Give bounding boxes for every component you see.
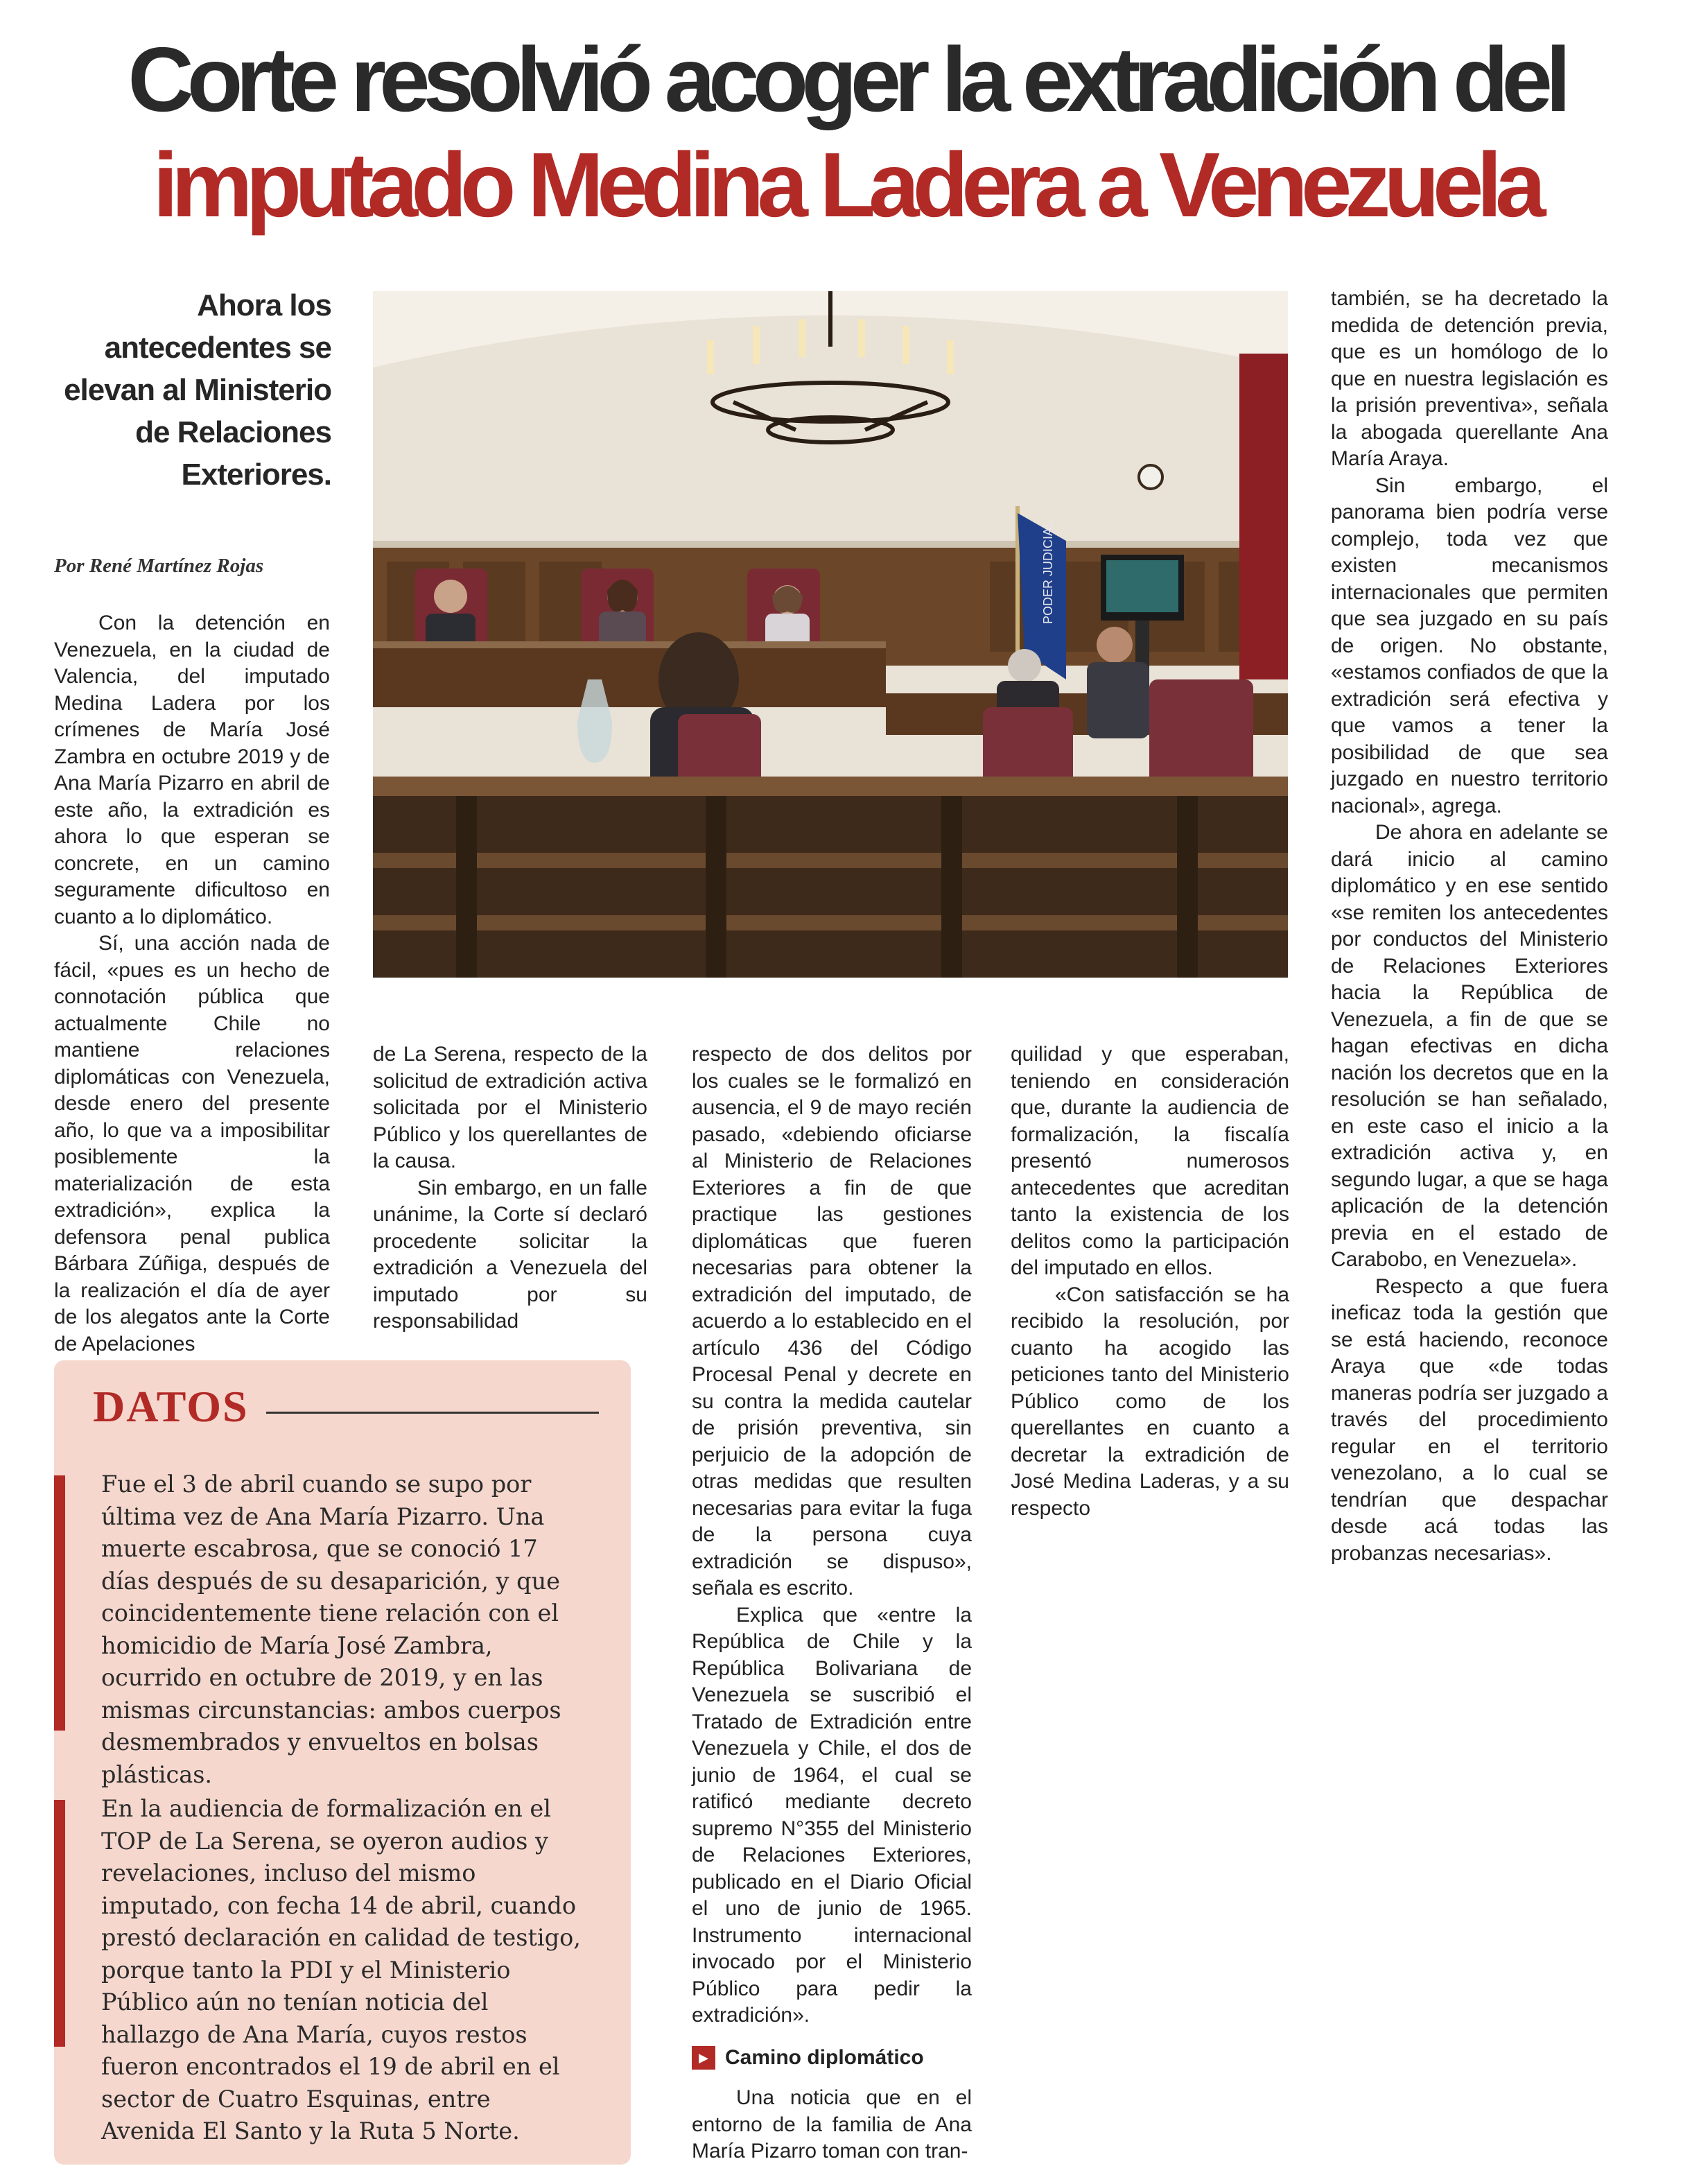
- datos-paragraph-2: En la audiencia de formalización en el TOP de La Serena, se oyeron audios y revelaciones, incluso del mismo imputado, con fecha 14 de abril, cuando prestó declaración en calidad de testigo, porque tanto la PDI y el Ministerio Público aún no tenían noticia del hallazgo de Ana María, cuyos restos fueron encontrados el 19 de abril en el sector de Cuatro Esquinas, entre Avenida El Santo y la Ruta 5 Norte.: [101, 1795, 581, 2144]
- headline-line-2: imputado Medina Ladera a Venezuela: [152, 134, 1540, 236]
- subhead-label: Camino diplomático: [725, 2045, 924, 2069]
- paragraph: De ahora en adelante se dará inicio al camino diplomático y en ese sentido «se remiten los antecedentes por conductos del Ministerio de Relaciones Exteriores hacia la República de Venezuela, a fin de que se hagan efectivas en dicha nación los decretos que en la resolución se han señalado, en este caso el inicio a la extradición activa y, en segundo lugar, a que se haga aplicación de la detención previa en el estado de Carabobo, en Venezuela».: [1331, 821, 1608, 1271]
- article-column-3: [692, 1041, 972, 2165]
- datos-divider: [266, 1412, 599, 1414]
- article-column-1: [54, 610, 330, 1358]
- accent-bar: [54, 1475, 65, 1731]
- accent-bar: [54, 1800, 65, 2047]
- paragraph: quilidad y que esperaban, teniendo en consideración que, durante la audiencia de formalización, la fiscalía presentó numerosos antecedentes que acreditan tanto la existencia de los delitos como la participación del imputado en ellos.: [1011, 1043, 1289, 1279]
- paragraph: Con la detención en Venezuela, en la ciudad de Valencia, del imputado Medina Ladera por los crímenes de María José Zambra en octubre 2019 y de Ana María Pizarro en abril de este año, la extradición es ahora lo que esperan se concrete, en un camino seguramente dificultoso en cuanto a lo diplomático.: [54, 612, 330, 928]
- headline-line-1: Corte resolvió acoger la extradición del: [128, 28, 1564, 130]
- paragraph: Sí, una acción nada de fácil, «pues es un hecho de connotación pública que actualmente Chile no mantiene relaciones diplomáticas con Venezuela, desde enero del presente año, lo que va a imposibilitar posiblemente la materialización de esta extradición», explica la defensora penal publica Bárbara Zúñiga, después de la realización el día de ayer de los alegatos ante la Corte de Apelaciones: [54, 932, 330, 1355]
- paragraph: Explica que «entre la República de Chile y la República Bolivariana de Venezuela se suscribió el Tratado de Extradición entre Venezuela y Chile, el dos de junio de 1964, el cual se ratificó mediante decreto supremo N°355 del Ministerio de Relaciones Exteriores, publicado en el Diario Oficial el uno de junio de 1965. Instrumento internacional invocado por el Ministerio Público para pedir la extradición».: [692, 1603, 972, 2027]
- paragraph: también, se ha decretado la medida de detención previa, que es un homólogo de lo que en nuestra legislación es la prisión preventiva», señala la abogada querellante Ana María Araya.: [1331, 287, 1608, 470]
- section-subhead: [692, 2045, 972, 2072]
- paragraph: de La Serena, respecto de la solicitud de extradición activa solicitada por el Ministerio Público y los querellantes de la causa.: [373, 1043, 647, 1172]
- byline: Por René Martínez Rojas: [54, 555, 264, 577]
- datos-paragraph-1: Fue el 3 de abril cuando se supo por última vez de Ana María Pizarro. Una muerte escabrosa, que se conoció 17 días después de su desaparición, y que coincidentemente tiene relación con el homicidio de María José Zambra, ocurrido en octubre de 2019, y en las mismas circunstancias: ambos cuerpos desmembrados y envueltos en bolsas plásticas.: [101, 1471, 561, 1788]
- datos-box: [54, 1360, 631, 2165]
- article-column-5: [1331, 286, 1608, 1567]
- datos-title: DATOS: [93, 1382, 249, 1431]
- paragraph: Sin embargo, en un falle unánime, la Corte sí declaró procedente solicitar la extradición a Venezuela del imputado por su responsabilidad: [373, 1176, 647, 1333]
- paragraph: Sin embargo, el panorama bien podría verse complejo, toda vez que existen mecanismos internacionales que permiten que sea juzgado en su país de origen. No obstante, «estamos confiados de que la extradición será efectiva y que vamos a tener la posibilidad de que sea juzgado en nuestro territorio nacional», agrega.: [1331, 474, 1608, 817]
- article-column-2: [373, 1041, 647, 1335]
- flag-text: PODER JUDICIAL: [1041, 520, 1055, 624]
- courtroom-illustration: [373, 291, 1288, 978]
- paragraph: «Con satisfacción se ha recibido la resolución, por cuanto ha acogido las peticiones tanto del Ministerio Público como de los querellantes en cuanto a decretar la extradición de José Medina Laderas, y a su respecto: [1011, 1283, 1289, 1520]
- deck-subtitle: Ahora los antecedentes se elevan al Ministerio de Relaciones Exteriores.: [64, 288, 331, 492]
- paragraph: Una noticia que en el entorno de la familia de Ana María Pizarro toman con tran-: [692, 2086, 972, 2163]
- play-triangle-icon: ▶: [692, 2046, 715, 2070]
- paragraph: Respecto a que fuera ineficaz toda la gestión que se está haciendo, reconoce Araya que «de todas maneras podría ser juzgado a través del procedimiento regular en el territorio venezolano, a lo cual se tendrían que despachar desde acá todas las probanzas necesarias».: [1331, 1274, 1608, 1565]
- courtroom-photo: [373, 291, 1288, 978]
- article-column-4: [1011, 1041, 1289, 1522]
- paragraph: respecto de dos delitos por los cuales se le formalizó en ausencia, el 9 de mayo recién pasado, «debiendo oficiarse al Ministerio de Relaciones Exteriores a fin de que practique las gestiones diplomáticas que fueren necesarias para obtener la extradición del imputado, de acuerdo a lo establecido en el artículo 436 del Código Procesal Penal y decrete en su contra la medida cautelar de prisión preventiva, sin perjuicio de la adopción de otras medidas que resulten necesarias para evitar la fuga de la persona cuya extradición se dispuso», señala es escrito.: [692, 1043, 972, 1600]
